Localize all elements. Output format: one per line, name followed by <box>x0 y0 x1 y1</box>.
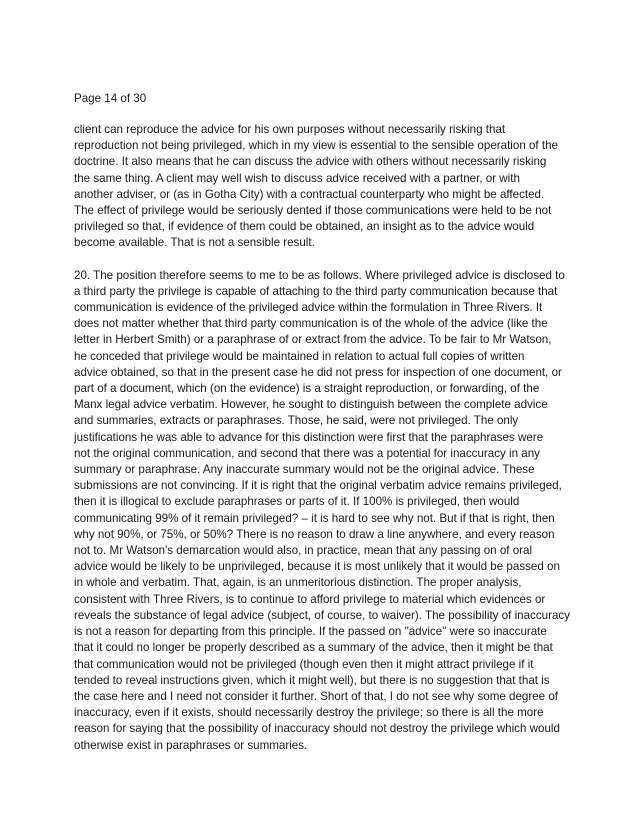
text-line: not to. Mr Watson's demarcation would also, in practice, mean that any passing on of oral <box>74 544 533 558</box>
text-line: doctrine. It also means that he can discuss the advice with others without necessarily risking <box>74 155 547 169</box>
text-line: advice would be likely to be unprivileged, because it is most unlikely that it would be passed on <box>74 560 560 574</box>
text-line: consistent with Three Rivers, is to continue to afford privilege to material which evidences or <box>74 592 546 606</box>
text-line: summary or paraphrase. Any inaccurate summary would not be the original advice. These <box>74 463 535 477</box>
text-line: not the original communication, and second that there was a potential for inaccuracy in any <box>74 446 540 460</box>
paragraph-continuation <box>74 122 574 252</box>
text-line: is not a reason for departing from this principle. If the passed on "advice" were so inaccurate <box>74 625 547 639</box>
text-line: reproduction not being privileged, which in my view is essential to the sensible operation of the <box>74 139 558 153</box>
text-line: communication is evidence of the privileged advice within the formulation in Three Rivers. It <box>74 301 543 315</box>
text-line: advice obtained, so that in the present case he did not press for inspection of one document, or <box>74 365 562 379</box>
text-line: reveals the substance of legal advice (subject, of course, to waiver). The possibility of inaccuracy <box>74 608 570 622</box>
text-line: reason for saying that the possibility of inaccuracy should not destroy the privilege which would <box>74 722 560 736</box>
text-line: client can reproduce the advice for his own purposes without necessarily risking that <box>74 123 506 136</box>
text-line: privileged so that, if evidence of them could be obtained, an insight as to the advice would <box>74 220 535 234</box>
text-line: and summaries, extracts or paraphrases. Those, he said, were not privileged. The only <box>74 414 519 428</box>
paragraph-20 <box>74 268 574 754</box>
text-line: he conceded that privilege would be maintained in relation to actual full copies of written <box>74 349 525 363</box>
text-line: that communication would not be privileged (though even then it might attract privilege if it <box>74 657 534 671</box>
page-number: Page 14 of 30 <box>74 92 147 105</box>
text-line: submissions are not convincing. If it is right that the original verbatim advice remains privileged, <box>74 479 562 493</box>
text-line: the same thing. A client may well wish to discuss advice received with a partner, or with <box>74 171 520 185</box>
text-line: communicating 99% of it remain privileged? – it is hard to see why not. But if that is right, then <box>74 511 555 525</box>
text-line: another adviser, or (as in Gotha City) with a contractual counterparty who might be affected. <box>74 187 545 201</box>
text-line: otherwise exist in paraphrases or summaries. <box>74 738 308 752</box>
text-line: does not matter whether that third party communication is of the whole of the advice (like the <box>74 317 548 331</box>
text-line: why not 90%, or 75%, or 50%? There is no reason to draw a line anywhere, and every reason <box>74 527 555 541</box>
text-line: then it is illogical to exclude paraphrases or parts of it. If 100% is privileged, then would <box>74 495 520 509</box>
text-line: letter in Herbert Smith) or a paraphrase of or extract from the advice. To be fair to Mr Watson, <box>74 333 552 347</box>
text-line: tended to reveal instructions given, which it might well), but there is no suggestion that that is <box>74 673 550 687</box>
text-line: The effect of privilege would be seriously dented if those communications were held to be not <box>74 204 552 218</box>
text-line: that it could no longer be properly described as a summary of the advice, then it might be that <box>74 641 553 655</box>
text-line: Manx legal advice verbatim. However, he sought to distinguish between the complete advice <box>74 398 548 412</box>
text-line: part of a document, which (on the evidence) is a straight reproduction, or forwarding, of the <box>74 382 540 396</box>
text-line: a third party the privilege is capable of attaching to the third party communication because that <box>74 284 558 298</box>
text-line: the case here and I need not consider it further. Short of that, I do not see why some degree of <box>74 689 559 703</box>
text-line: become available. That is not a sensible result. <box>74 236 315 250</box>
text-line: justifications he was able to advance for this distinction were first that the paraphrases were <box>74 430 544 444</box>
text-line: inaccuracy, even if it exists, should necessarily destroy the privilege; so there is all the more <box>74 706 544 720</box>
text-line: in whole and verbatim. That, again, is an unmeritorious distinction. The proper analysis, <box>74 576 522 590</box>
text-line: 20. The position therefore seems to me to be as follows. Where privileged advice is disclosed to <box>74 268 565 282</box>
document-body <box>74 122 574 770</box>
